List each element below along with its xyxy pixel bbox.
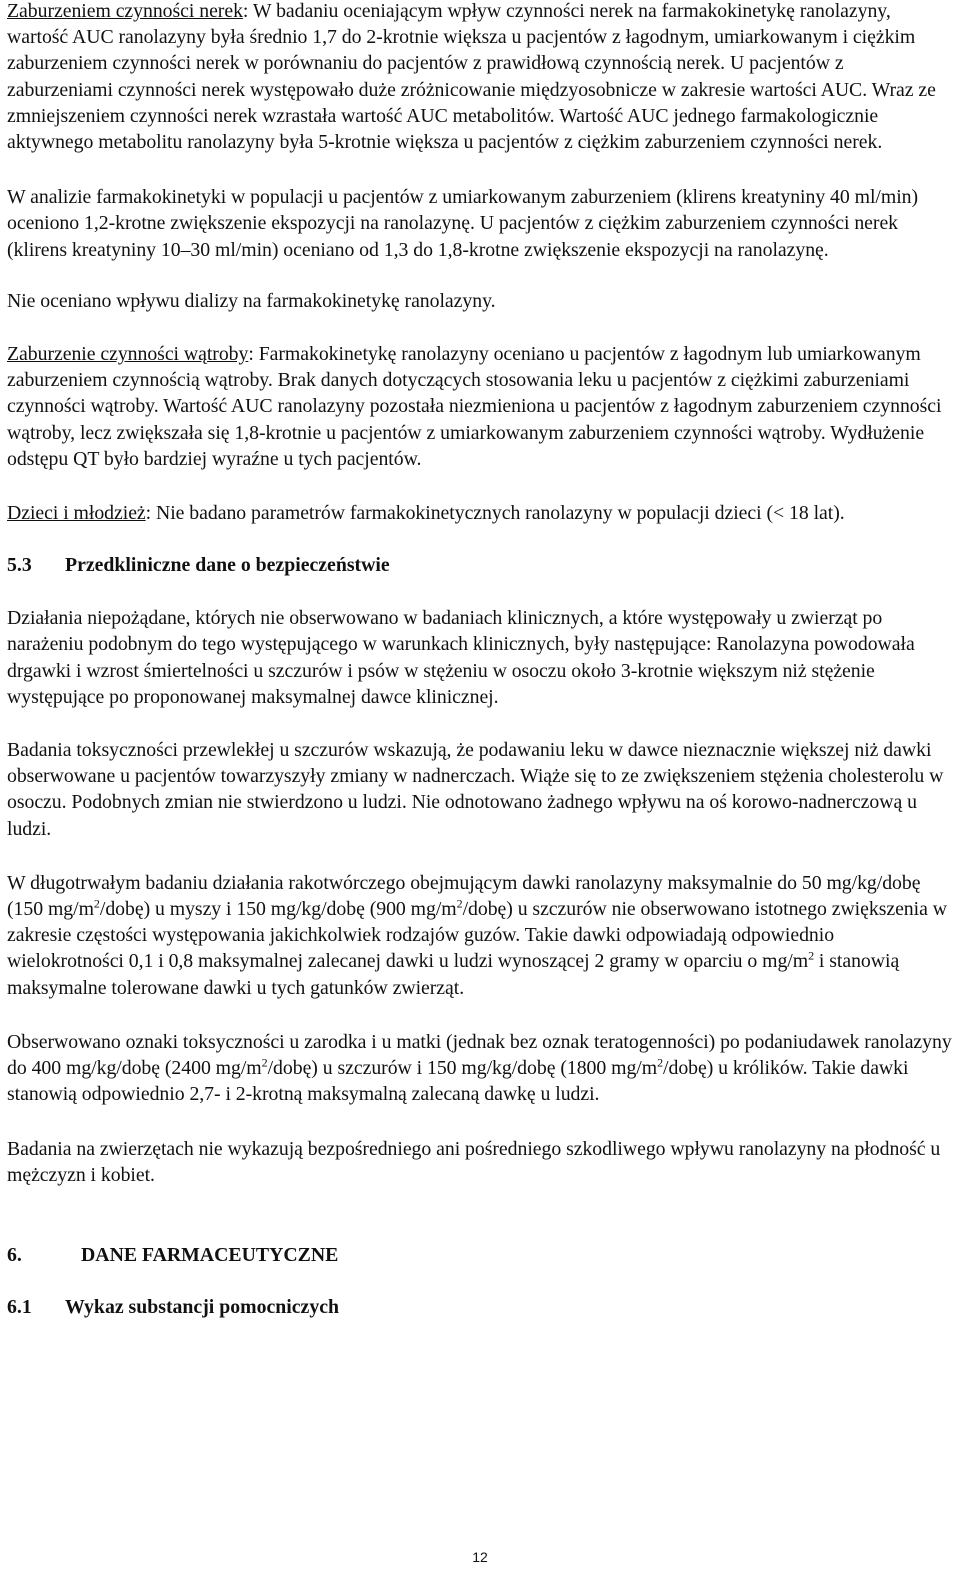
page-number: 12 bbox=[472, 1549, 488, 1565]
renal-population-paragraph: W analizie farmakokinetyki w populacji u pacjentów z umiarkowanym zaburzeniem (klirens kreatyniny 40 ml/min) oceniono 1,2-krotne zwiększenie ekspozycji na ranolazynę. U pacjentów z ciężkim zaburzeniem czynności nerek (klirens kreatyniny 10–30 ml/min) oceniano od 1,3 do 1,8-krotne zwiększenie ekspozycji na ranolazynę. bbox=[7, 186, 919, 261]
section-5-3-number: 5.3 bbox=[7, 554, 32, 577]
hepatic-paragraph bbox=[7, 341, 953, 472]
renal-text: : W badaniu oceniającym wpływ czynności nerek na farmakokinetykę ranolazyny, wartość AUC ranolazyny była średnio 1,7 do 2-krotnie większa u pacjentów z łagodnym, umiarkowanym i ciężkim zaburzeniem czynności nerek w porównaniu do pacjentów z prawidłową czynnością nerek. U pacjentów z zaburzeniami czynności nerek występowało duże zróżnicowanie międzyosobnicze w zakresie wartości AUC. Wraz ze zmniejszeniem czynności nerek wzrastała wartość AUC metabolitów. Wartość AUC jednego farmakologicznie aktywnego metabolitu ranolazyny była 5-krotnie większa u pacjentów z ciężkim zaburzeniem czynności nerek. bbox=[7, 0, 936, 154]
children-paragraph bbox=[7, 500, 953, 526]
section-6-1-heading bbox=[7, 1294, 953, 1320]
renal-label: Zaburzeniem czynności nerek bbox=[7, 0, 243, 22]
section-6-number: 6. bbox=[7, 1243, 22, 1266]
renal-paragraph bbox=[7, 0, 953, 155]
section-5-3-title: Przedkliniczne dane o bezpieczeństwie bbox=[65, 554, 390, 577]
fertility-paragraph: Badania na zwierzętach nie wykazują bezpośredniego ani pośredniego szkodliwego wpływu ranolazyny na płodność u mężczyzn i kobiet. bbox=[7, 1137, 941, 1186]
section-6-1-title: Wykaz substancji pomocniczych bbox=[65, 1295, 340, 1318]
document-page bbox=[7, 0, 953, 1320]
section-6-title: DANE FARMACEUTYCZNE bbox=[81, 1243, 339, 1266]
children-label: Dzieci i młodzież bbox=[7, 502, 146, 525]
children-text: : Nie badano parametrów farmakokinetycznych ranolazyny w populacji dzieci (< 18 lat). bbox=[145, 502, 845, 525]
section-6-1-number: 6.1 bbox=[7, 1295, 32, 1318]
section-6-heading bbox=[7, 1242, 953, 1268]
embryo-paragraph: Obserwowano oznaki toksyczności u zarodka i u matki (jednak bez oznak teratogenności) po podaniudawek ranolazyny do 400 mg/kg/dobę (2400 $mg/m^2/dobę$) u szczurów i 150 mg/kg/dobę (1800 $mg/m^2/dobę$) u królików. Takie dawki stanowią odpowiednio 2,7- i 2-krotną maksymalną zalecaną dawkę u ludzi. bbox=[7, 1030, 952, 1106]
adverse-paragraph: Działania niepożądane, których nie obserwowano w badaniach klinicznych, a które występowały u zwierząt po narażeniu podobnym do tego występującego w warunkach klinicznych, były następujące: Ranolazyna powodowała drgawki i wzrost śmiertelności u szczurów i psów w stężeniu w osoczu około 3-krotnie większym niż stężenie występujące po proponowanej maksymalnej dawce klinicznej. bbox=[7, 607, 915, 708]
toxicity-paragraph: Badania toksyczności przewlekłej u szczurów wskazują, że podawaniu leku w dawce nieznacznie większej niż dawki obserwowane u pacjentów towarzyszyły zmiany w nadnerczach. Wiąże się to ze zwiększeniem stężenia cholesterolu w osoczu. Podobnych zmian nie stwierdzono u ludzi. Nie odnotowano żadnego wpływu na oś korowo-nadnerczową u ludzi. bbox=[7, 739, 944, 840]
carcinogenicity-paragraph: W długotrwałym badaniu działania rakotwórczego obejmującym dawki ranolazyny maksymalnie do 50 mg/kg/dobę (150 $mg/m^2/dobę$) u myszy i 150 mg/kg/dobę (900 $mg/m^2/dobę$) u szczurów nie obserwowano istotnego zwiększenia w zakresie częstości występowania jakichkolwiek rodzajów guzów. Takie dawki odpowiadają odpowiednio wielokrotności 0,1 i 0,8 maksymalnej zalecanej dawki u ludzi wynoszącej 2 gramy w oparciu o $mg/m^2$ i stanowią maksymalne tolerowane dawki u tych gatunków zwierząt. bbox=[7, 871, 947, 999]
hepatic-label: Zaburzenie czynności wątroby bbox=[7, 343, 249, 366]
hepatic-text: : Farmakokinetykę ranolazyny oceniano u pacjentów z łagodnym lub umiarkowanym zaburzeniem czynnością wątroby. Brak danych dotyczących stosowania leku u pacjentów z ciężkimi zaburzeniami czynności wątroby. Wartość AUC ranolazyny pozostała niezmieniona u pacjentów z łagodnym zaburzeniem czynności wątroby, lecz zwiększała się 1,8-krotnie u pacjentów z umiarkowanym zaburzeniem czynności wątroby. Wydłużenie odstępu QT było bardziej wyraźne u tych pacjentów. bbox=[7, 343, 942, 470]
section-5-3-heading bbox=[7, 552, 953, 578]
dialysis-paragraph: Nie oceniano wpływu dializy na farmakokinetykę ranolazyny. bbox=[7, 289, 496, 312]
